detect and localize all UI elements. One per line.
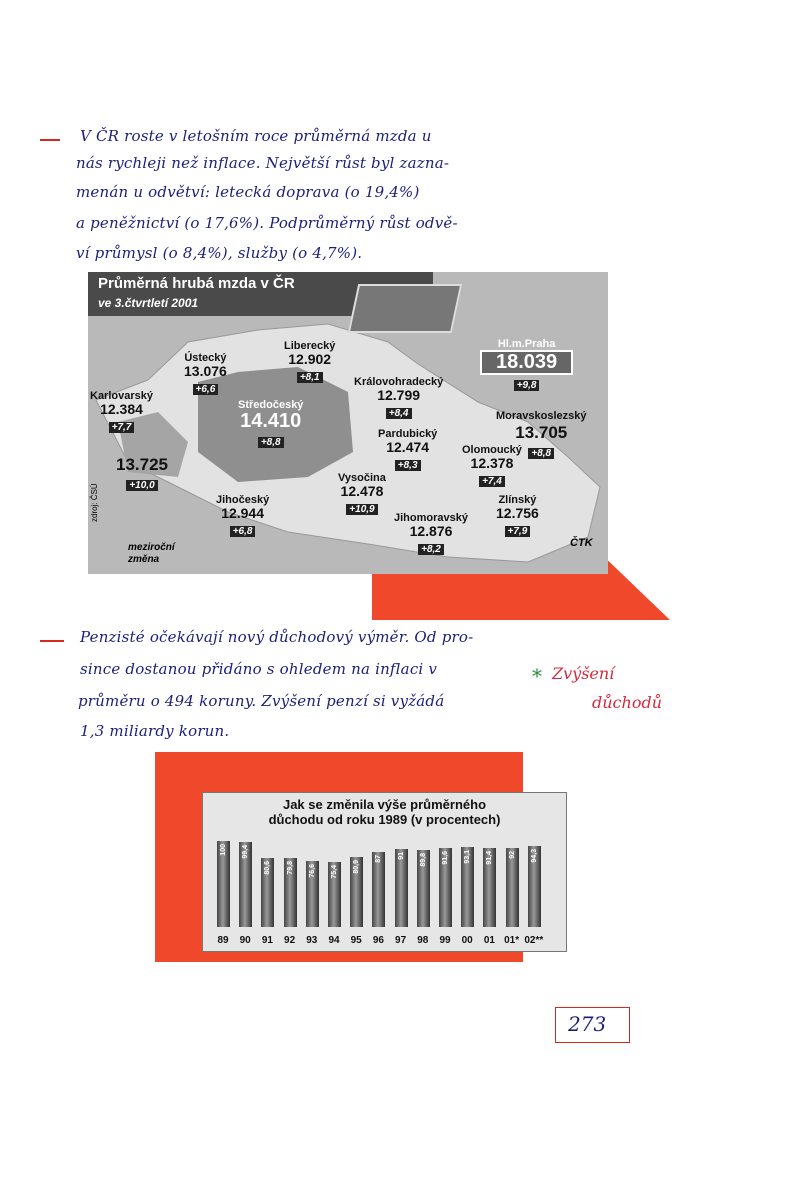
note1-line-4: a peněžnictví (o 17,6%). Podprůměrný růst odvě- xyxy=(76,214,458,232)
margin-note-star: * xyxy=(532,664,542,688)
note1-line-2: nás rychleji než inflace. Největší růst byl zazna- xyxy=(76,154,450,172)
chart-value-label: 91 xyxy=(397,852,405,860)
wage-clipping-title: Průměrná hrubá mzda v ČR xyxy=(98,275,295,292)
wage-clipping-subtitle: ve 3.čtvrtletí 2001 xyxy=(98,296,199,310)
chart-category-label: 02** xyxy=(524,935,544,946)
region-vysocina: Vysočina 12.478 +10,9 xyxy=(338,472,386,515)
chart-bar xyxy=(506,848,519,927)
region-karlovarsky: Karlovarský 12.384 +7,7 xyxy=(90,390,153,433)
chart-value-label: 75,4 xyxy=(331,865,338,879)
note2-line-3: průměru o 494 koruny. Zvýšení penzí si vyžádá xyxy=(78,692,445,710)
chart-category-label: 00 xyxy=(461,935,473,946)
region-jihocesky: Jihočeský 12.944 +6,8 xyxy=(216,494,270,537)
note1-line-1: V ČR roste v letošním roce průměrná mzda u xyxy=(80,127,432,145)
chart-value-label: 92 xyxy=(508,851,516,859)
chart-category-label: 97 xyxy=(395,935,407,946)
chart-bar xyxy=(372,852,385,927)
note2-line-2: since dostanou přidáno s ohledem na inflaci v xyxy=(80,660,438,678)
chart-category-label: 01* xyxy=(504,935,520,946)
chart-category-label: 01 xyxy=(483,935,495,946)
chart-category-label: 92 xyxy=(284,935,296,946)
page-number-box xyxy=(555,1007,630,1043)
region-zlinsky: Zlínský 12.756 +7,9 xyxy=(496,494,539,537)
region-praha: Hl.m.Praha 18.039 +9,8 xyxy=(480,338,573,393)
chart-value-label: 94,3 xyxy=(530,849,538,863)
chart-value-label: 91,4 xyxy=(486,851,494,865)
pension-chart-title: Jak se změnila výše průměrného důchodu od roku 1989 (v procentech) xyxy=(268,797,501,827)
legend-label: meziroční změna xyxy=(128,542,175,565)
note2-line-4: 1,3 miliardy korun. xyxy=(80,722,230,740)
note1-line-3: menán u odvětví: letecká doprava (o 19,4%) xyxy=(76,183,420,201)
page-number: 273 xyxy=(568,1012,607,1036)
chart-category-label: 95 xyxy=(350,935,362,946)
region-pardubicky: Pardubický 12.474 +8,3 xyxy=(378,428,438,471)
chart-category-label: 91 xyxy=(261,935,273,946)
chart-category-label: 89 xyxy=(217,935,229,946)
chart-value-label: 100 xyxy=(220,844,227,856)
region-stredocesky: Středočeský 14.410 +8,8 xyxy=(238,399,304,448)
chart-value-label: 76,6 xyxy=(308,864,316,878)
chart-bar xyxy=(395,849,408,927)
chart-value-label: 91,6 xyxy=(442,851,449,865)
region-plzensky: 13.725 +10,0 xyxy=(116,455,168,491)
chart-category-label: 90 xyxy=(239,935,251,946)
ctk-logo: ČTK xyxy=(570,537,593,549)
chart-value-label: 89,8 xyxy=(419,853,427,867)
chart-category-label: 98 xyxy=(417,935,429,946)
note2-line-1: Penzisté očekávají nový důchodový výměr. Od pro- xyxy=(80,628,474,646)
region-olomoucky: Olomoucký 12.378 +7,4 xyxy=(462,444,522,487)
pension-chart-clipping xyxy=(202,792,567,952)
chart-value-label: 79,8 xyxy=(286,861,294,875)
region-jihomoravsky: Jihomoravský 12.876 +8,2 xyxy=(394,512,468,555)
chart-value-label: 87 xyxy=(375,855,383,863)
bullet-dash-1 xyxy=(40,139,60,141)
chart-category-label: 99 xyxy=(439,935,451,946)
margin-note-line-1: Zvýšení xyxy=(552,664,615,683)
chart-value-label: 80,9 xyxy=(353,860,361,874)
region-moravskoslezsky: Moravskoslezský 13.705 +8,8 xyxy=(496,410,587,459)
bullet-dash-2 xyxy=(40,640,64,642)
region-ustecky: Ústecký 13.076 +6,6 xyxy=(184,352,227,395)
chart-category-label: 96 xyxy=(372,935,384,946)
chart-value-label: 93,1 xyxy=(464,850,472,864)
chart-category-label: 94 xyxy=(328,935,340,946)
margin-note-line-2: důchodů xyxy=(592,693,662,712)
region-liberecky: Liberecký 12.902 +8,1 xyxy=(284,340,336,383)
chart-value-label: 80,6 xyxy=(264,861,272,875)
source-label: zdroj: ČSÚ xyxy=(90,483,99,522)
region-kralovehradecky: Královohradecký 12.799 +8,4 xyxy=(354,376,444,419)
book-icon xyxy=(348,284,462,333)
pension-bar-chart xyxy=(203,793,566,951)
note1-line-5: ví průmysl (o 8,4%), služby (o 4,7%). xyxy=(76,244,363,262)
chart-category-label: 93 xyxy=(306,935,318,946)
chart-value-label: 99,4 xyxy=(242,845,250,859)
wage-map-clipping xyxy=(88,272,608,574)
